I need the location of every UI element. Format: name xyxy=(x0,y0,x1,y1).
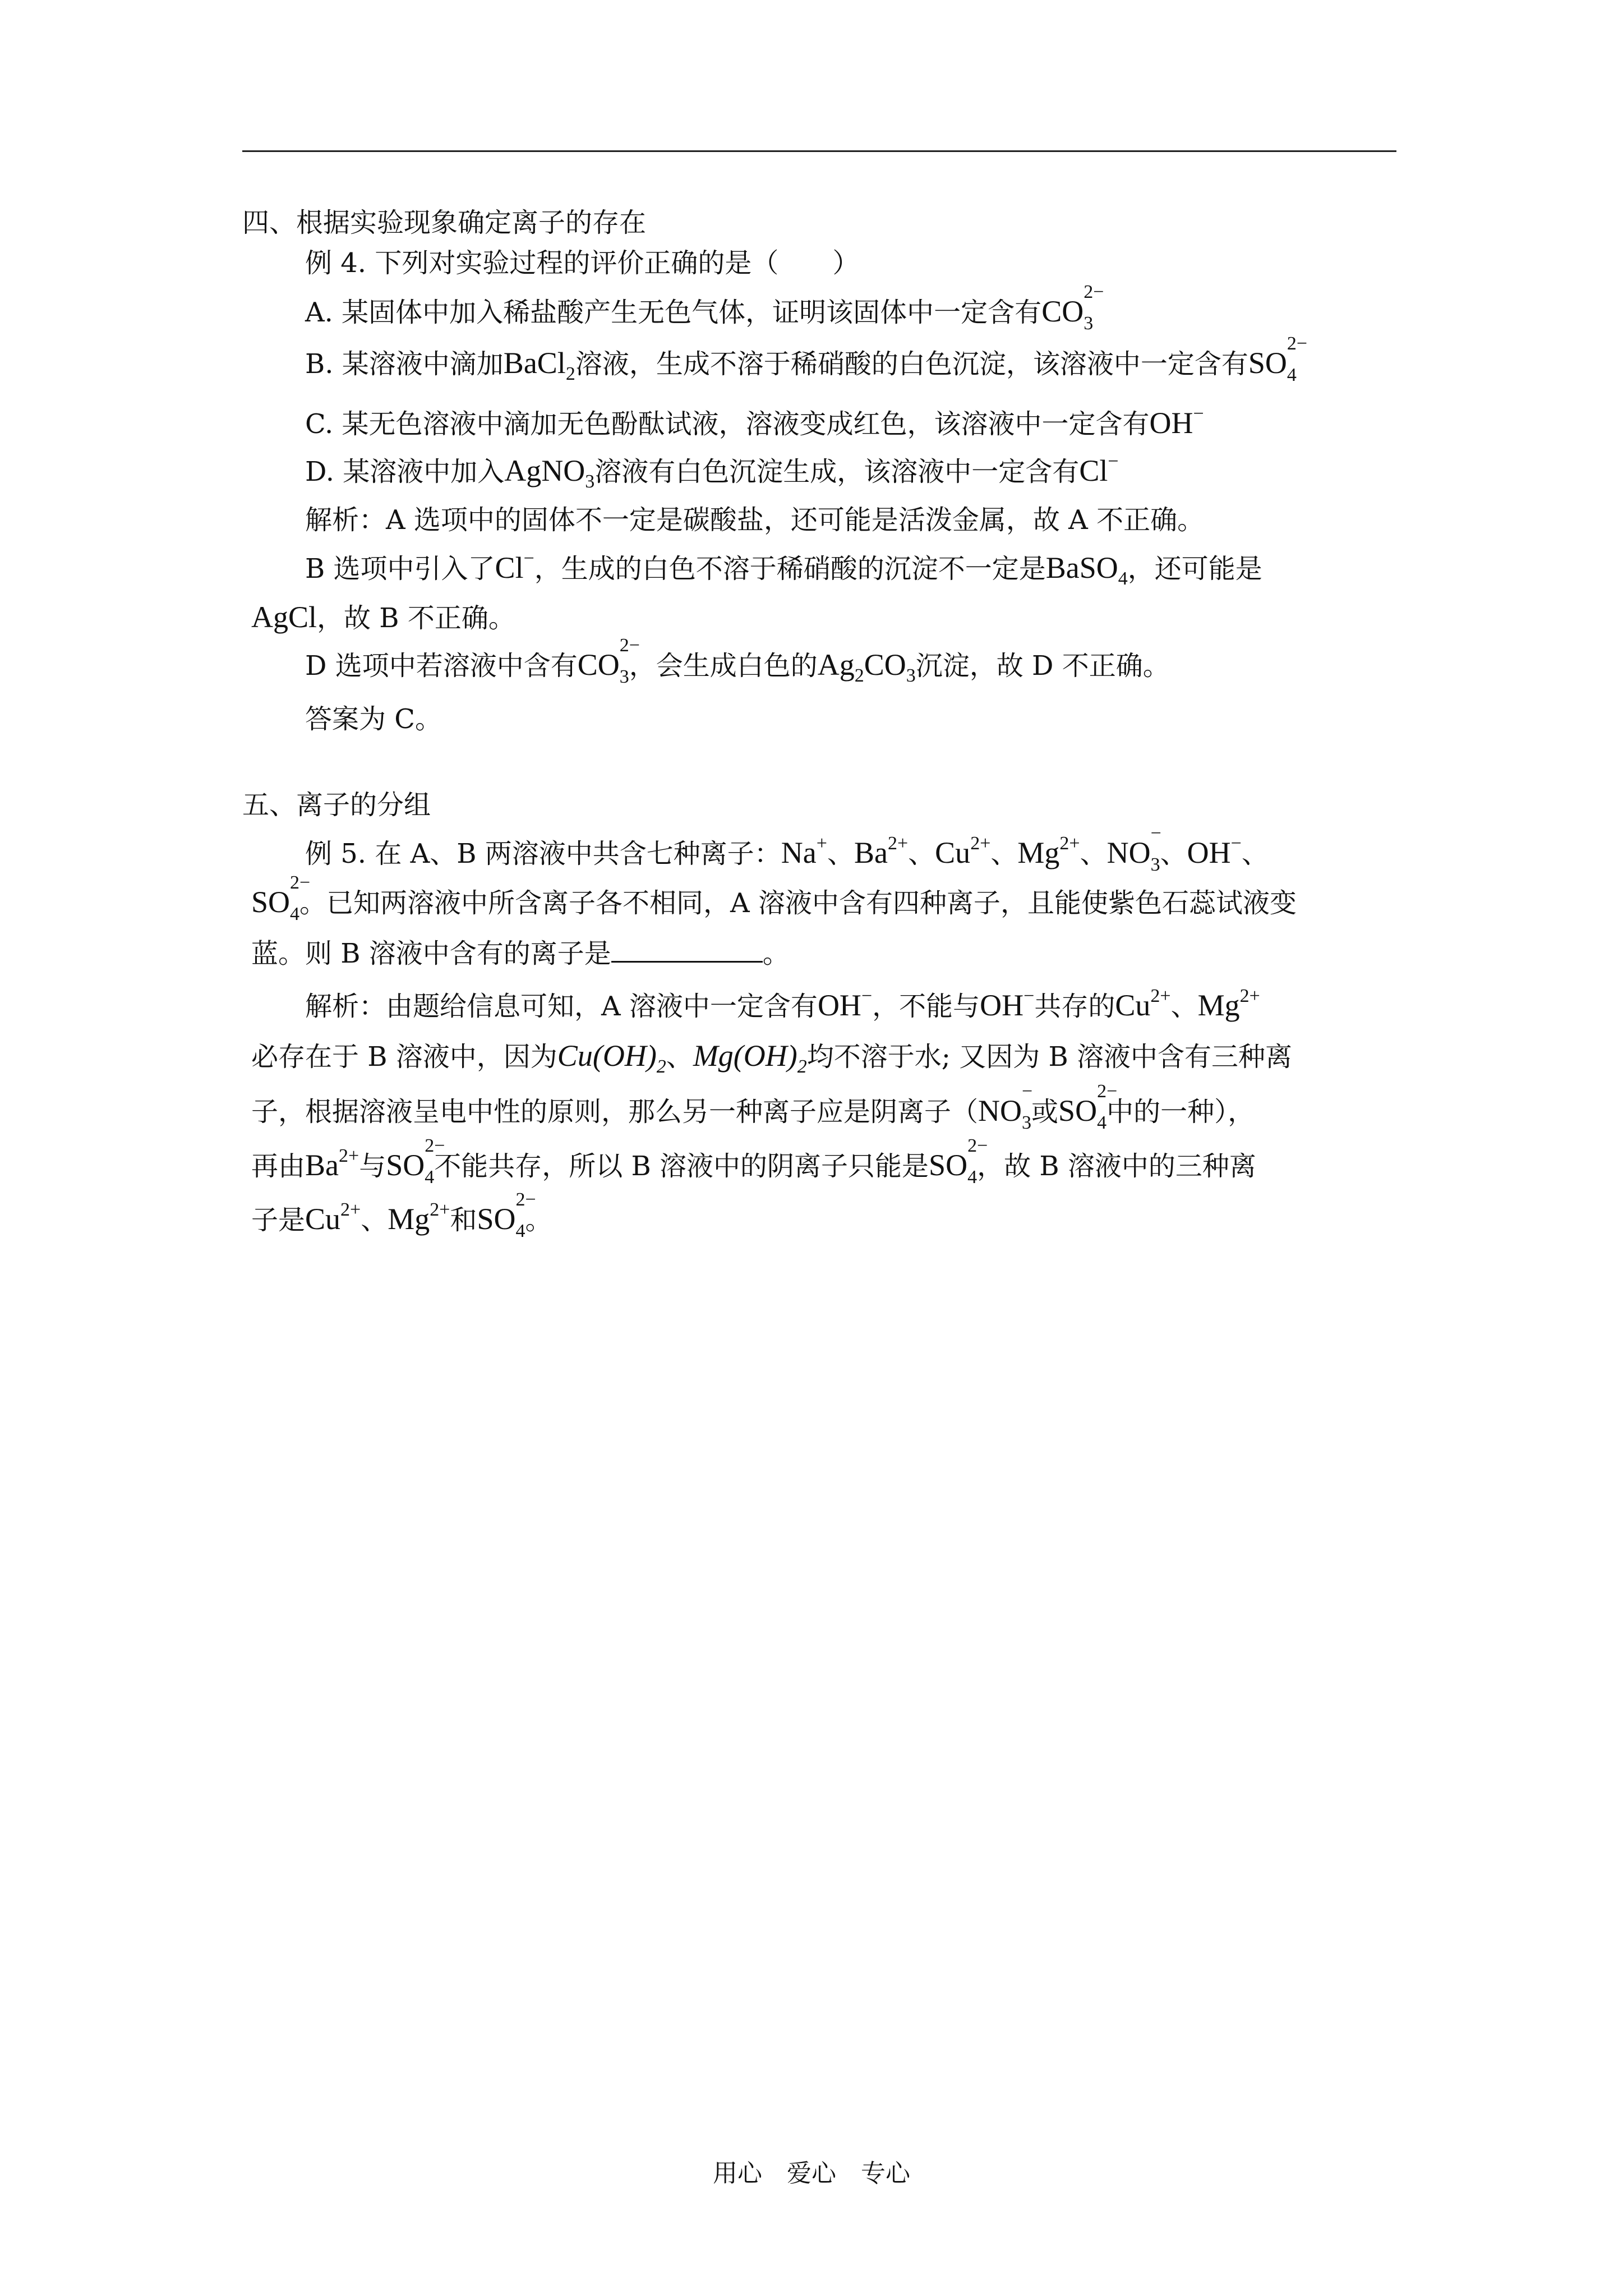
formula-bacl2: BaCl$_2$ xyxy=(503,346,575,384)
option-b-pre: B. 某溶液中滴加 xyxy=(305,348,504,380)
solution-5-line-3: 子，根据溶液呈电中性的原则，那么另一种离子应是阴离子（NO − $_3$或SO 2− $_4$中的一种）， xyxy=(251,1081,1255,1133)
ion-cu: $Cu^{2+}$ xyxy=(1115,986,1171,1022)
ion-so4: SO 2− $_4$ xyxy=(1058,1081,1118,1133)
formula-cl: Cl− xyxy=(1079,451,1119,487)
answer-blank[interactable] xyxy=(611,938,763,963)
page-footer: 用心 爱心 专心 xyxy=(713,2159,910,2188)
formula-agcl: AgCl xyxy=(251,600,317,634)
ion-mg: $Mg^{2+}$ xyxy=(1197,986,1260,1022)
ion-oh: OH− xyxy=(817,986,873,1022)
example-4-question: 例 4. 下列对实验过程的评价正确的是（ ） xyxy=(305,247,860,279)
formula-ag2co3: $Ag_2CO_3$ xyxy=(817,648,916,686)
option-a-text: A. 某固体中加入稀盐酸产生无色气体，证明该固体中一定含有 xyxy=(305,297,1042,328)
option-b xyxy=(305,333,1308,385)
formula-cu-oh-2: $Cu(OH)_2$ xyxy=(557,1039,666,1077)
formula-oh: OH− xyxy=(1149,403,1204,440)
example-5-line-1: 例 5. 在 A、B 两溶液中共含七种离子：Na+、$Ba^{2+}$、$Cu^{2+}$、$Mg^{2+}$、NO − $_3$、OH−、 xyxy=(305,823,1269,875)
formula-co3: CO 2− $_3$ xyxy=(1041,282,1104,334)
example-5-line-3: 蓝。则 B 溶液中含有的离子是 。 xyxy=(251,938,790,969)
ion-ba: $Ba^{2+}$ xyxy=(854,833,909,869)
ion-mg: $Mg^{2+}$ xyxy=(1017,833,1080,869)
solution-5-line-1: 解析：由题给信息可知，A 溶液中一定含有OH−，不能与OH−共存的$Cu^{2+}$、$Mg^{2+}$ xyxy=(305,986,1260,1022)
formula-agno3: AgNO$_3$ xyxy=(504,454,595,492)
solution-5-line-5: 子是$Cu^{2+}$、$Mg^{2+}$和SO 2− $_4$。 xyxy=(251,1189,552,1241)
option-d-mid: 溶液有白色沉淀生成，该溶液中一定含有 xyxy=(594,456,1080,487)
ion-ba: $Ba^{2+}$ xyxy=(305,1145,359,1182)
solution-5-line-2: 必存在于 B 溶液中，因为$Cu(OH)_2$、$Mg(OH)_2$均不溶于水; 又因为 B 溶液中含有三种离 xyxy=(251,1039,1292,1077)
ion-so4: SO 2− $_4$ xyxy=(386,1135,445,1188)
example-5-line-2: SO 2− $_4$。已知两溶液中所含离子各不相同，A 溶液中含有四种离子，且能使紫色石蕊试液变 xyxy=(251,872,1297,924)
section-5-title: 五、离子的分组 xyxy=(242,789,431,821)
solution-5-line-4: 再由$Ba^{2+}$与SO 2− $_4$不能共存，所以 B 溶液中的阴离子只能是SO 2− $_4$，故 B 溶液中的三种离 xyxy=(251,1135,1256,1188)
option-c xyxy=(305,403,1204,440)
option-d xyxy=(305,451,1119,492)
ion-na: Na+ xyxy=(781,833,827,869)
ion-so4: SO 2− $_4$ xyxy=(929,1135,988,1188)
ion-cu: $Cu^{2+}$ xyxy=(305,1199,361,1236)
ion-so4: SO 2− $_4$ xyxy=(477,1189,536,1241)
formula-baso4: BaSO$_4$ xyxy=(1045,551,1128,589)
ion-oh: OH− xyxy=(1187,833,1242,869)
solution-4-line-3: AgCl，故 B 不正确。 xyxy=(251,600,515,634)
formula-so4: SO 2− $_4$ xyxy=(1248,333,1308,385)
option-a xyxy=(305,282,1104,334)
answer-4: 答案为 C。 xyxy=(305,703,442,735)
ion-cu: $Cu^{2+}$ xyxy=(935,833,991,869)
ion-oh: OH− xyxy=(980,986,1035,1022)
option-c-text: C. 某无色溶液中滴加无色酚酞试液，溶液变成红色，该溶液中一定含有 xyxy=(305,408,1150,440)
option-b-mid: 溶液，生成不溶于稀硝酸的白色沉淀，该溶液中一定含有 xyxy=(575,348,1248,380)
ion-no3: NO − $_3$ xyxy=(1106,823,1161,875)
ion-so4: SO 2− $_4$ xyxy=(251,872,311,924)
ion-no3: NO − $_3$ xyxy=(978,1081,1033,1133)
formula-cl: Cl− xyxy=(495,548,534,585)
formula-co3: CO 2− $_3$ xyxy=(577,635,640,687)
solution-4-line-1: 解析：A 选项中的固体不一定是碳酸盐，还可能是活泼金属，故 A 不正确。 xyxy=(305,504,1205,536)
ion-mg: $Mg^{2+}$ xyxy=(388,1199,450,1236)
option-d-pre: D. 某溶液中加入 xyxy=(305,456,505,487)
formula-mg-oh-2: $Mg(OH)_2$ xyxy=(693,1039,807,1077)
header-rule xyxy=(242,150,1396,152)
solution-4-line-2: B 选项中引入了Cl−，生成的白色不溶于稀硝酸的沉淀不一定是BaSO$_4$，还可能是 xyxy=(305,548,1262,589)
section-4-title: 四、根据实验现象确定离子的存在 xyxy=(242,207,647,238)
solution-4-line-4: D 选项中若溶液中含有CO 2− $_3$，会生成白色的$Ag_2CO_3$沉淀，故 D 不正确。 xyxy=(305,635,1170,687)
